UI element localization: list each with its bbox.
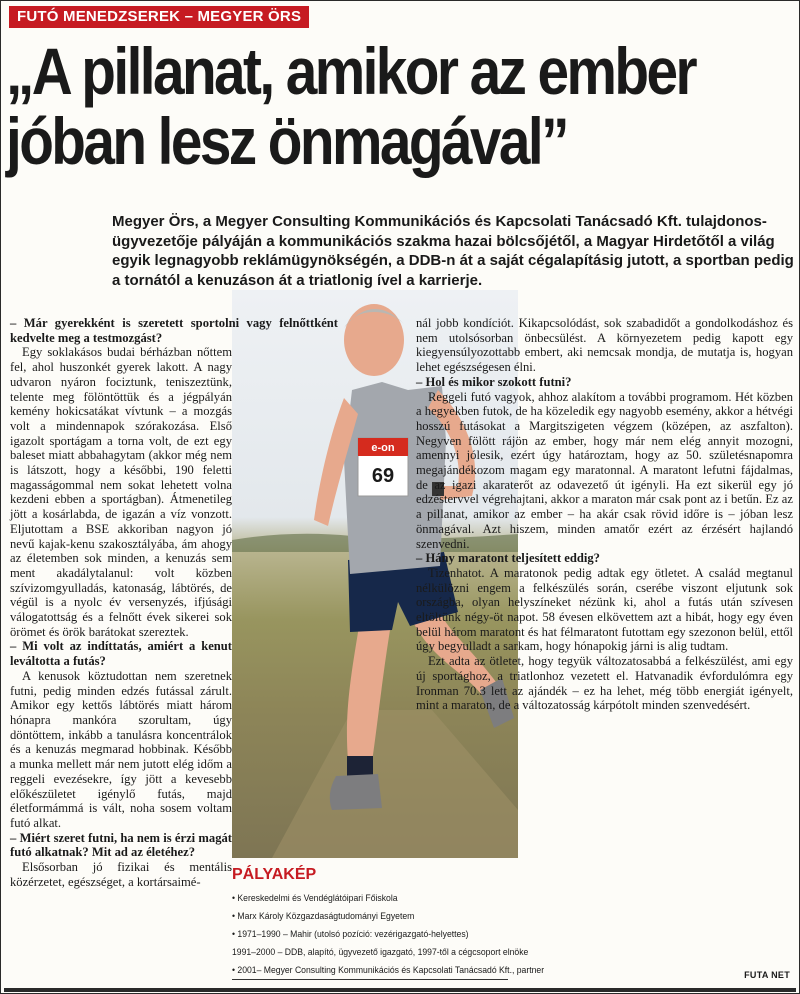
question-2: – Mi volt az indíttatás, amiért a kenut leváltotta a futás? <box>10 639 232 668</box>
article-headline <box>6 34 696 178</box>
bib-sponsor: e-on <box>371 442 395 454</box>
answer-3: Elsősorban jó fizikai és mentális közérzetet, egészséget, a kortársaimé- <box>10 860 232 889</box>
career-item: • Marx Károly Közgazdaságtudományi Egyetem <box>232 907 508 925</box>
page-edge <box>4 988 796 992</box>
section-kicker: FUTÓ MENEDZSEREK – MEGYER ÖRS <box>9 6 309 28</box>
headline-line-1: „A pillanat, amikor az ember <box>6 34 696 108</box>
question-5: – Hány maratont teljesített eddig? <box>416 551 793 566</box>
career-list <box>232 889 545 980</box>
question-1: – Már gyerekként is szeretett sportolni vagy felnőttként kedvelte meg a testmozgást? <box>10 316 338 345</box>
headline-line-2: jóban lesz önmagával” <box>6 104 567 178</box>
answer-4: Reggeli futó vagyok, ahhoz alakítom a további programom. Hét közben a hegyekben futok, de ha közeledik egy nagyobb esemény, akkor a hétvégi hosszú futásokat a Margitszigeten végzem (középen, az aszfalton). Negyven fölött rájön az ember, hogy már nem elég annyit mozogni, amennyi jólesik, ezért úgy határoztam, hogy az 50. születésnapomra megajándékozom magam egy maratonnal. A maratont lefutni fájdalmas, de az igazi akaraterőt az odavezető út igényli. Ha ezt sikerül egy jó edzéstervvel végrehajtani, akkor a maraton már csak pont az i betűn. Ez az a pillanat, amikor az ember – ha akár csak rövid időre is – jóban lesz önmagával. Azt hiszem, minden amatőr ezért az érzésért hajlandó szenvedni. <box>416 389 793 551</box>
career-box <box>232 866 545 980</box>
question-4: – Hol és mikor szokott futni? <box>416 375 793 390</box>
career-item: • 2001– Megyer Consulting Kommunikációs és Kapcsolati Tanácsadó Kft., partner <box>232 961 508 980</box>
article-lead: Megyer Örs, a Megyer Consulting Kommunikációs és Kapcsolati Tanácsadó Kft. tulajdonos-ügyvezetője pályáján a kommunikációs szakma hazai bölcsőjétől, a Magyar Hirdetőtől a világ egyik legnagyobb reklámügynökségén, a DDB-n át a saját cégalapításig jutott, a sportban pedig a tornától a kenuzáson át a triatlonig ível a karrierje. <box>112 213 794 289</box>
source-credit: FUTA NET <box>744 970 790 980</box>
answer-1: Egy soklakásos budai bérházban nőttem fel, ahol huszonkét gyerek lakott. A nagy udvaron nyáron fociztunk, teniszeztünk, telente meg fölöntöttük és a jégpályán kemény hokicsatákat vívtunk – a mozgás volt a mindennapok szórakozása. Első igazolt sportágam a torna volt, de ezt egy baleset miatt abbahagytam (akkor még nem is látszott, hogy a későbbi, 190 feletti magasságommal nem sokat lehetett volna kezdeni ebben a sportágban). Átmenetileg jött a kosárlabda, de igazán a víz vonzott. Eljutottam a BSE akkoriban nagyon jó nevű kajak-kenu szakosztályába, ám ahogy az életemben sok minden, a kenuzás sem ment akadálytalanul: volt közben szívizomgyulladás, katonaság, lábtörés, de végül is a nyolc év versenyzés, ifjúsági válogatottság és a felnőtt évek sikerei sok örömet és örök barátokat szereztek. <box>10 345 232 639</box>
answer-2: A kenusok köztudottan nem szeretnek futni, pedig minden edzés futással zárult. Amikor egy kettős lábtörés miatt három hónapra mankóra szorultam, úgy döntöttem, inkább a tanulásra koncentrálok és a kenuzás megmarad hobbinak. Később a munka mellett már nem jutott elég időm a reggeli evezésekre, így jött a kevesebb előkészületet igénylő futás, majd életformámmá is vált, noha sosem voltam futó alkat. <box>10 668 232 830</box>
answer-6: Ezt adta az ötletet, hogy tegyük változatosabbá a felkészülést, ami egy új sportághoz, a triatlonhoz vezetett el. Hatvanadik évfordulómra egy Ironman 70.3 lett az ajándék – ez ha lehet, még több energiát igényelt, mint a maraton, de a változatosság kárpótolt minden szenvedésért. <box>416 654 793 713</box>
career-title: PÁLYAKÉP <box>232 866 317 883</box>
career-item: 1991–2000 – DDB, alapító, ügyvezető igazgató, 1997-től a cégcsoport elnöke <box>232 946 529 957</box>
career-item: • 1971–1990 – Mahir (utolsó pozíció: vezérigazgató-helyettes) <box>232 925 508 943</box>
question-3: – Miért szeret futni, ha nem is érzi magát futó alkatnak? Mit ad az életéhez? <box>10 831 232 860</box>
bib-number: 69 <box>371 465 395 487</box>
answer-3-continued: nál jobb kondíciót. Kikapcsolódást, sok szabadidőt a gondolkodáshoz és nem utolsósorban önbecsülést. A környezetem pedig kapott egy kiegyensúlyozottabb embert, aki nemcsak mondja, de mutatja is, hogyan lehet egészségesen élni. <box>416 316 793 375</box>
answer-5: Tizenhatot. A maratonok pedig adtak egy ötletet. A család megtanul nélkülözni engem a felkészülés során, cserébe viszont eljutunk sok országba, olyan helyszíneket nézünk ki, ahol a futás után szívesen eltöltünk négy-öt napot. 58 évesen elkövettem azt a hibát, hogy egy éven belül három maratont és hat félmaratont futottam egy szezonon belül, ettől úgy begyulladt a sarkam, hogy hónapokig járni is alig tudtam. <box>416 565 793 654</box>
career-item: • Kereskedelmi és Vendéglátóipari Főiskola <box>232 889 508 907</box>
right-column <box>416 316 793 713</box>
